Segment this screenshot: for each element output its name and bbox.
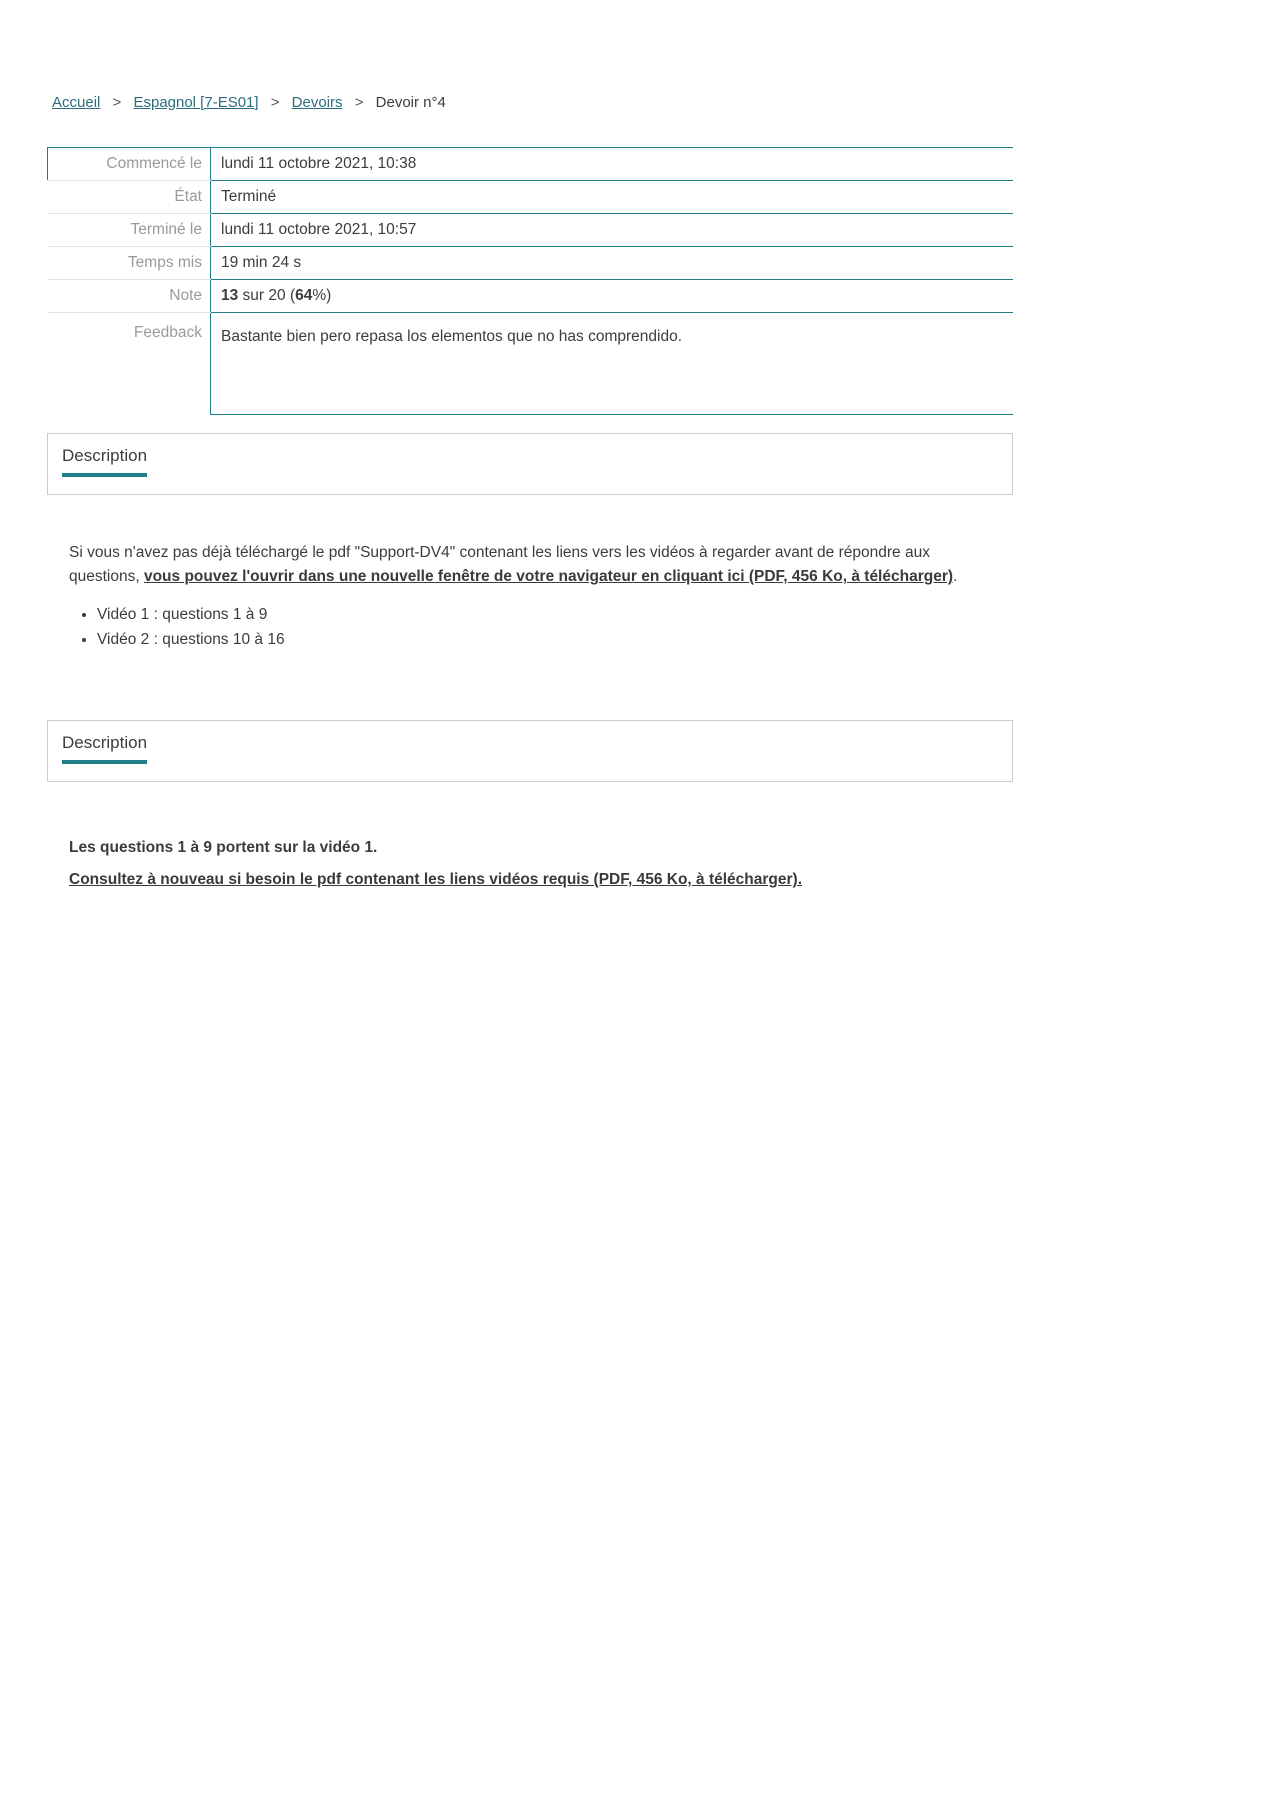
row-label: Terminé le [48,214,211,247]
section-title: Description [62,733,147,764]
table-row-feedback [48,313,1014,415]
breadcrumb-link-espagnol[interactable]: Espagnol [7-ES01] [133,94,259,111]
breadcrumb-current-devoir-n4: Devoir n°4 [375,94,446,111]
grade-value [211,280,1014,313]
table-row-note [48,280,1014,313]
intro-text-before: Si vous n'avez pas déjà téléchargé le pdf "Support-DV4" contenant les liens vers les vidéos à regarder avant de répondre aux questions, [69,544,930,585]
row-value: lundi 11 octobre 2021, 10:38 [211,148,1014,181]
description-section-1 [47,433,1013,495]
breadcrumb-link-devoirs[interactable]: Devoirs [291,94,343,111]
row-label: Temps mis [48,247,211,280]
breadcrumb [52,94,1013,111]
breadcrumb-separator: > [112,94,122,111]
grade-middle: sur 20 ( [238,287,296,304]
intro-text-after: . [953,568,958,585]
pdf-download-link-2[interactable]: Consultez à nouveau si besoin le pdf contenant les liens vidéos requis (PDF, 456 Ko, à télécharger). [69,871,802,888]
row-value: Terminé [211,181,1014,214]
table-row-etat [48,181,1014,214]
grade-percent: 64 [295,287,313,304]
intro-paragraph [69,541,969,589]
row-label: État [48,181,211,214]
breadcrumb-link-accueil[interactable]: Accueil [52,94,101,111]
pdf-link-paragraph [69,868,1013,892]
video-list [69,603,1013,652]
grade-score: 13 [221,287,239,304]
list-item-video1: • Vidéo 1 : questions 1 à 9 [97,603,1013,627]
assignment-review-page [0,0,1013,892]
list-item-video2: • Vidéo 2 : questions 10 à 16 [97,628,1013,652]
row-value: 19 min 24 s [211,247,1014,280]
attempt-summary-table [47,147,1013,415]
row-label: Commencé le [48,148,211,181]
table-row-commence-le [48,148,1014,181]
breadcrumb-separator: > [354,94,364,111]
video1-note: Les questions 1 à 9 portent sur la vidéo 1. [69,839,378,856]
section-title: Description [62,446,147,477]
feedback-text: Bastante bien pero repasa los elementos que no has comprendido. [211,313,1014,415]
description-section-2 [47,720,1013,782]
row-value: lundi 11 octobre 2021, 10:57 [211,214,1014,247]
row-label: Note [48,280,211,313]
breadcrumb-separator: > [270,94,280,111]
table-row-termine-le [48,214,1014,247]
row-label: Feedback [133,324,202,341]
table-row-temps-mis [48,247,1014,280]
grade-suffix: %) [312,287,332,304]
pdf-open-link[interactable]: vous pouvez l'ouvrir dans une nouvelle fenêtre de votre navigateur en cliquant ici (PDF, 456 Ko, à télécharger) [143,568,954,585]
